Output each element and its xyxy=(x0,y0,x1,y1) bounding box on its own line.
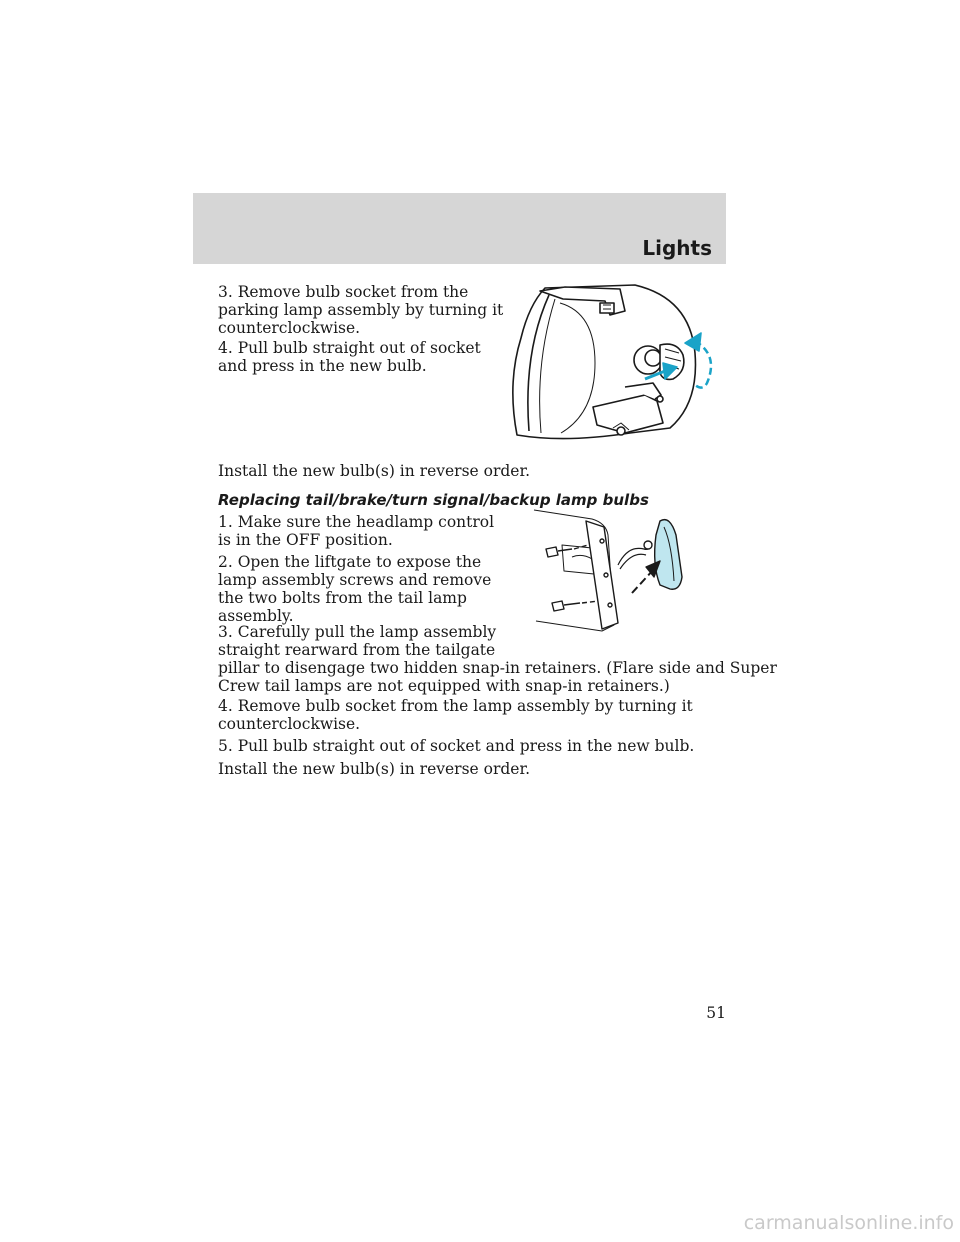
parking-lamp-illustration xyxy=(505,283,725,443)
section-title: Lights xyxy=(642,236,712,260)
parking-step-4: 4. Pull bulb straight out of socket and press in the new bulb. xyxy=(218,339,481,375)
tail-step-2: 2. Open the liftgate to expose the lamp assembly screws and remove the two bolts from the tail lamp assembly. xyxy=(218,553,492,625)
tail-step-5: 5. Pull bulb straight out of socket and press in the new bulb. xyxy=(218,737,695,755)
tail-lamp-heading: Replacing tail/brake/turn signal/backup lamp bulbs xyxy=(218,491,649,509)
parking-step-3: 3. Remove bulb socket from the parking lamp assembly by turning it counterclockwise. xyxy=(218,283,504,337)
page-number: 51 xyxy=(706,1004,726,1022)
tail-step-1: 1. Make sure the headlamp control is in the OFF position. xyxy=(218,513,495,549)
parking-install-note: Install the new bulb(s) in reverse order. xyxy=(218,462,531,480)
section-header-band xyxy=(193,193,726,264)
watermark-text: carmanualsonline.info xyxy=(743,1212,954,1234)
tail-step-3: 3. Carefully pull the lamp assembly straight rearward from the tailgate pillar to disengage two hidden snap-in retainers. (Flare side and Super Crew tail lamps are not equipped with snap-in retainers.) xyxy=(218,623,777,695)
tail-install-note: Install the new bulb(s) in reverse order. xyxy=(218,760,531,778)
watermark-bar xyxy=(0,1212,960,1234)
tail-step-4: 4. Remove bulb socket from the lamp assembly by turning it counterclockwise. xyxy=(218,697,693,733)
